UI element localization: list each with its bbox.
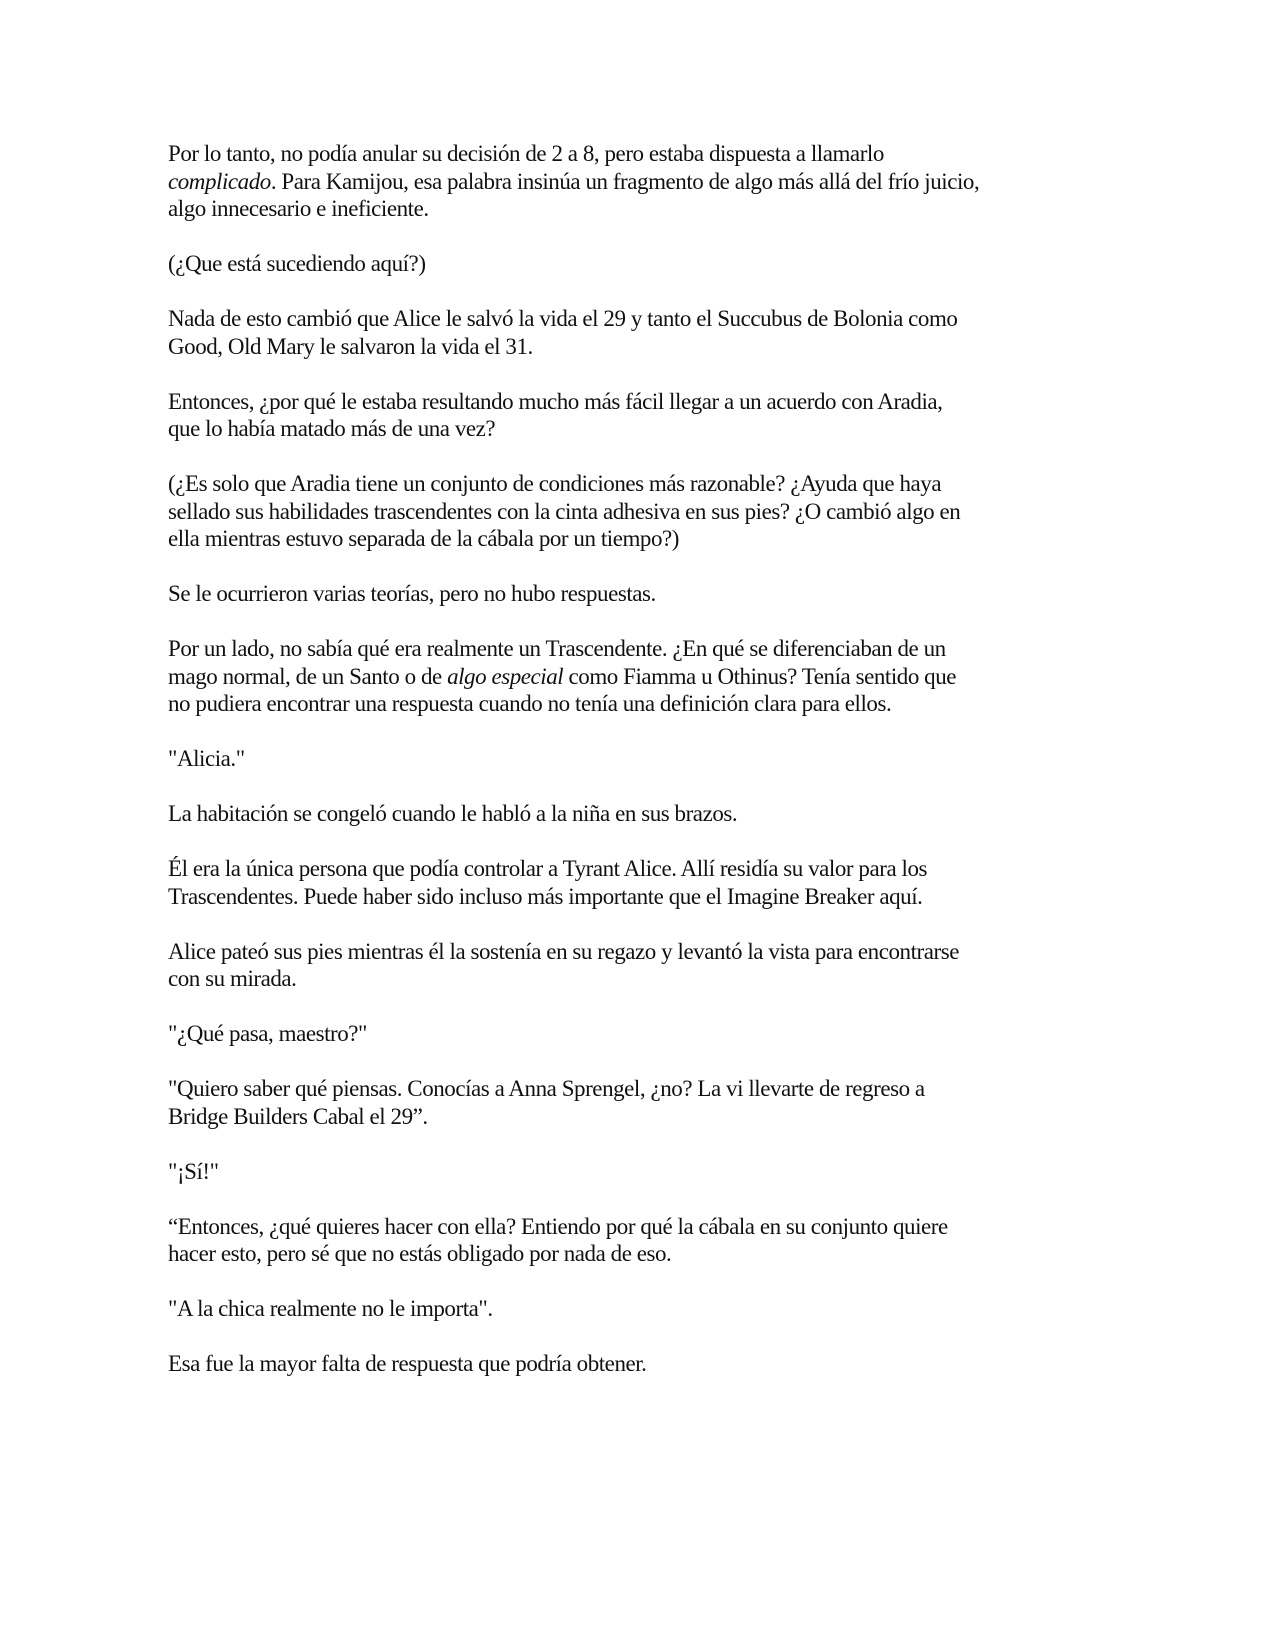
- text-segment: "¡Sí!": [168, 1158, 219, 1184]
- paragraph: [168, 800, 1108, 828]
- paragraph: [168, 1020, 1108, 1048]
- text-segment: "Quiero saber qué piensas. Conocías a Anna Sprengel, ¿no? La vi llevarte de regreso a: [168, 1076, 925, 1101]
- italic-text: complicado: [168, 168, 271, 194]
- text-segment: Se le ocurrieron varias teorías, pero no hubo respuestas.: [168, 581, 656, 606]
- text-line: [168, 1213, 1108, 1241]
- text-segment: no pudiera encontrar una respuesta cuando no tenía una definición clara para ellos.: [168, 691, 892, 716]
- paragraph: [168, 635, 1108, 718]
- paragraph: [168, 1213, 1108, 1268]
- text-line: [168, 1350, 1108, 1378]
- text-line: [168, 1075, 1108, 1103]
- paragraph: [168, 855, 1108, 910]
- text-line: [168, 1240, 1108, 1268]
- text-segment: "A la chica realmente no le importa".: [168, 1296, 493, 1321]
- paragraph: [168, 140, 1108, 223]
- paragraph: [168, 1075, 1108, 1130]
- text-line: [168, 388, 1108, 416]
- document-page: [168, 140, 1108, 1405]
- text-line: [168, 498, 1108, 526]
- text-line: [168, 250, 1108, 278]
- text-segment: Por lo tanto, no podía anular su decisión de 2 a 8, pero estaba dispuesta a llamarlo: [168, 141, 884, 166]
- text-segment: como Fiamma u Othinus? Tenía sentido que: [563, 663, 957, 689]
- paragraph: [168, 250, 1108, 278]
- text-line: [168, 800, 1108, 828]
- text-segment: Nada de esto cambió que Alice le salvó la vida el 29 y tanto el Succubus de Bolonia como: [168, 306, 958, 331]
- paragraph: [168, 305, 1108, 360]
- paragraph: [168, 1158, 1108, 1186]
- text-line: [168, 883, 1108, 911]
- text-line: [168, 195, 1108, 223]
- text-segment: Esa fue la mayor falta de respuesta que podría obtener.: [168, 1351, 647, 1376]
- text-line: [168, 635, 1108, 663]
- text-segment: hacer esto, pero sé que no estás obligado por nada de eso.: [168, 1241, 672, 1266]
- text-line: [168, 1020, 1108, 1048]
- text-line: [168, 305, 1108, 333]
- text-line: [168, 938, 1108, 966]
- text-segment: Bridge Builders Cabal el 29”.: [168, 1103, 428, 1129]
- text-segment: Trascendentes. Puede haber sido incluso más importante que el Imagine Breaker aquí.: [168, 883, 923, 909]
- text-segment: Good, Old Mary le salvaron la vida el 31.: [168, 333, 533, 359]
- italic-text: algo especial: [447, 663, 564, 689]
- paragraph: [168, 388, 1108, 443]
- text-line: [168, 663, 1108, 691]
- text-segment: (¿Es solo que Aradia tiene un conjunto de condiciones más razonable? ¿Ayuda que haya: [168, 471, 942, 496]
- paragraph: [168, 1350, 1108, 1378]
- text-line: [168, 690, 1108, 718]
- paragraph: [168, 470, 1108, 553]
- text-segment: ella mientras estuvo separada de la cábala por un tiempo?): [168, 526, 679, 551]
- paragraph: [168, 580, 1108, 608]
- text-segment: La habitación se congeló cuando le habló a la niña en sus brazos.: [168, 801, 738, 826]
- text-segment: algo innecesario e ineficiente.: [168, 196, 429, 221]
- text-segment: . Para Kamijou, esa palabra insinúa un fragmento de algo más allá del frío juicio,: [270, 168, 980, 194]
- text-segment: mago normal, de un Santo o de: [168, 663, 448, 689]
- text-line: [168, 1158, 1108, 1186]
- text-segment: Alice pateó sus pies mientras él la sostenía en su regazo y levantó la vista para encontrarse: [168, 938, 959, 964]
- text-line: [168, 168, 1108, 196]
- paragraph: [168, 1295, 1108, 1323]
- text-line: [168, 333, 1108, 361]
- text-segment: con su mirada.: [168, 966, 297, 991]
- text-line: [168, 525, 1108, 553]
- text-segment: (¿Que está sucediendo aquí?): [168, 251, 426, 276]
- text-line: [168, 470, 1108, 498]
- text-segment: sellado sus habilidades trascendentes con la cinta adhesiva en sus pies? ¿O cambió algo en: [168, 498, 961, 524]
- text-line: [168, 1295, 1108, 1323]
- text-segment: "Alicia.": [168, 746, 245, 771]
- text-line: [168, 855, 1108, 883]
- text-segment: Él era la única persona que podía controlar a Tyrant Alice. Allí residía su valor para los: [168, 856, 927, 881]
- text-segment: Entonces, ¿por qué le estaba resultando mucho más fácil llegar a un acuerdo con Aradia,: [168, 388, 943, 414]
- text-segment: que lo había matado más de una vez?: [168, 416, 496, 441]
- paragraph: [168, 938, 1108, 993]
- text-line: [168, 580, 1108, 608]
- text-segment: Por un lado, no sabía qué era realmente un Trascendente. ¿En qué se diferenciaban de un: [168, 636, 946, 661]
- text-line: [168, 965, 1108, 993]
- text-line: [168, 745, 1108, 773]
- text-line: [168, 415, 1108, 443]
- paragraph: [168, 745, 1108, 773]
- text-segment: "¿Qué pasa, maestro?": [168, 1021, 367, 1046]
- text-line: [168, 1103, 1108, 1131]
- text-segment: “Entonces, ¿qué quieres hacer con ella? Entiendo por qué la cábala en su conjunto quiere: [168, 1213, 948, 1239]
- text-line: [168, 140, 1108, 168]
